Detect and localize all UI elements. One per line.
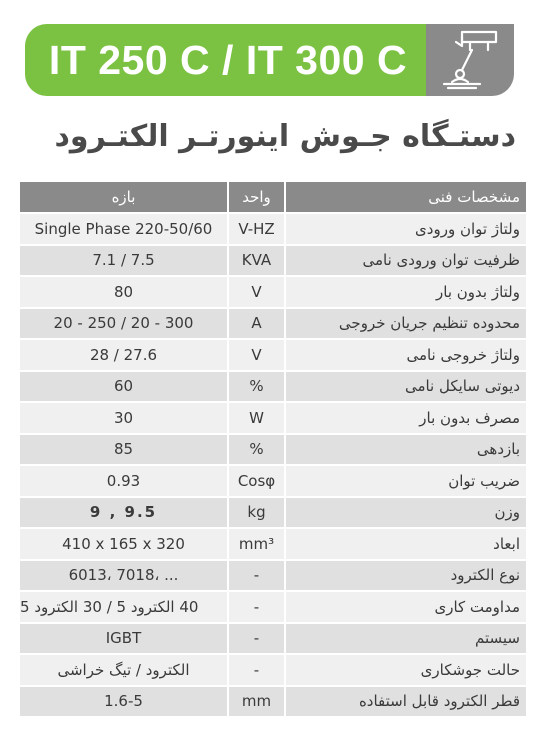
range-cell: 20 - 250 / 20 - 300	[20, 308, 228, 340]
unit-cell: -	[228, 560, 285, 592]
table-row	[20, 465, 526, 497]
icon-box	[426, 24, 514, 96]
unit-cell: -	[228, 623, 285, 655]
unit-cell: V	[228, 276, 285, 308]
welding-electrode-icon	[426, 24, 514, 96]
unit-cell: kg	[228, 497, 285, 529]
spec-cell: بازدهی	[285, 434, 526, 466]
unit-cell: A	[228, 308, 285, 340]
unit-cell: V-HZ	[228, 213, 285, 245]
table-row	[20, 654, 526, 686]
unit-cell: %	[228, 371, 285, 403]
table-row	[20, 402, 526, 434]
range-cell: 30	[20, 402, 228, 434]
range-cell: Single Phase 220-50/60	[20, 213, 228, 245]
col-header-spec: مشخصات فنی	[285, 181, 526, 213]
range-cell: 0.93	[20, 465, 228, 497]
range-cell: 7.1 / 7.5	[20, 245, 228, 277]
spec-cell: ولتاژ توان ورودی	[285, 213, 526, 245]
model-title: IT 250 C / IT 300 C	[48, 37, 408, 83]
spec-cell: سیستم	[285, 623, 526, 655]
table-row	[20, 497, 526, 529]
range-cell: 9 , 9.5	[20, 497, 228, 529]
table-row	[20, 245, 526, 277]
spec-cell: قطر الکترود قابل استفاده	[285, 686, 526, 717]
range-cell: 6013، 7018، ...	[20, 560, 228, 592]
table-row	[20, 339, 526, 371]
unit-cell: mm	[228, 686, 285, 717]
unit-cell: KVA	[228, 245, 285, 277]
spec-cell: نوع الکترود	[285, 560, 526, 592]
model-banner	[25, 24, 431, 96]
unit-cell: Cosφ	[228, 465, 285, 497]
range-cell: 28 / 27.6	[20, 339, 228, 371]
range-cell: 1.6-5	[20, 686, 228, 717]
table-row	[20, 371, 526, 403]
col-header-range: بازه	[20, 181, 228, 213]
range-cell: 60	[20, 371, 228, 403]
spec-cell: مداومت کاری	[285, 591, 526, 623]
table-row	[20, 560, 526, 592]
spec-cell: مصرف بدون بار	[285, 402, 526, 434]
product-subtitle: دستـگاه جـوش اینورتـر الکتـرود	[54, 119, 516, 154]
table-row	[20, 213, 526, 245]
spec-cell: ابعاد	[285, 528, 526, 560]
unit-cell: V	[228, 339, 285, 371]
spec-cell: ظرفیت توان ورودی نامی	[285, 245, 526, 277]
table-row	[20, 276, 526, 308]
spec-cell: حالت جوشکاری	[285, 654, 526, 686]
spec-cell: ضریب توان	[285, 465, 526, 497]
unit-cell: W	[228, 402, 285, 434]
header	[0, 0, 536, 104]
spec-table	[20, 180, 526, 716]
table-header-row	[20, 181, 526, 213]
range-cell: 40 الکترود 5 / 30 الکترود 5	[20, 591, 228, 623]
table-row	[20, 434, 526, 466]
range-cell: الکترود / تیگ خراشی	[20, 654, 228, 686]
table-row	[20, 528, 526, 560]
unit-cell: -	[228, 654, 285, 686]
spec-cell: دیوتی سایکل نامی	[285, 371, 526, 403]
spec-cell: وزن	[285, 497, 526, 529]
table-row	[20, 308, 526, 340]
col-header-unit: واحد	[228, 181, 285, 213]
table-row	[20, 591, 526, 623]
unit-cell: mm³	[228, 528, 285, 560]
table-row	[20, 623, 526, 655]
range-cell: 410 x 165 x 320	[20, 528, 228, 560]
unit-cell: %	[228, 434, 285, 466]
unit-cell: -	[228, 591, 285, 623]
spec-cell: محدوده تنظیم جریان خروجی	[285, 308, 526, 340]
range-cell: IGBT	[20, 623, 228, 655]
range-cell: 85	[20, 434, 228, 466]
table-row	[20, 686, 526, 717]
spec-cell: ولتاژ خروجی نامی	[285, 339, 526, 371]
spec-cell: ولتاژ بدون بار	[285, 276, 526, 308]
range-cell: 80	[20, 276, 228, 308]
